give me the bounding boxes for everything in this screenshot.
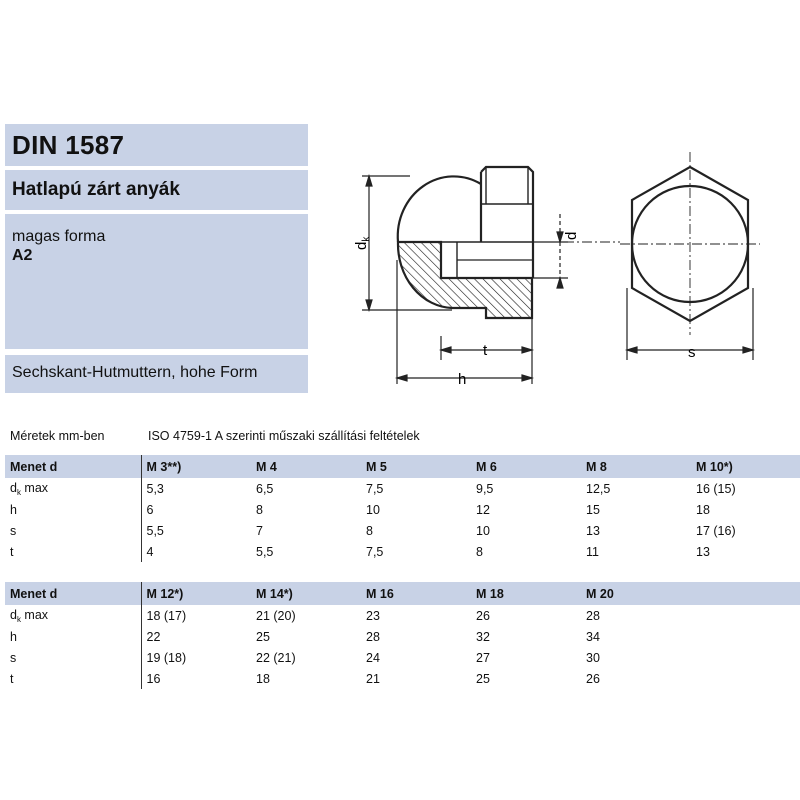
material-label: A2	[12, 247, 33, 264]
table-cell: 10	[476, 523, 490, 538]
table-cell: 24	[366, 650, 380, 665]
spec-table-1	[5, 455, 800, 562]
table-header-row	[5, 582, 800, 605]
header-cell: Menet d	[5, 455, 141, 478]
units-note: Méretek mm-ben	[10, 429, 105, 443]
table-cell: 26	[476, 608, 490, 623]
row-label: h	[5, 499, 141, 520]
header-cell: M 4	[251, 455, 361, 478]
dim-dk-label: $d_k$	[353, 236, 372, 250]
row-label: $d_k$ max	[5, 478, 141, 499]
form-label: magas forma	[12, 228, 106, 245]
side-view	[398, 167, 533, 318]
dim-h-label: h	[458, 371, 467, 388]
header-cell: M 16	[361, 582, 471, 605]
table-cell	[691, 605, 800, 626]
variant-band	[5, 214, 308, 349]
header-cell: Menet d	[5, 582, 141, 605]
table-row	[5, 520, 800, 541]
table-cell: 34	[586, 629, 600, 644]
table-cell: 5,3	[146, 481, 164, 496]
spec-table-2	[5, 582, 800, 689]
dim-d-label: d	[563, 231, 580, 240]
table-cell: 22 (21)	[256, 650, 296, 665]
page-title: DIN 1587	[12, 130, 125, 160]
iso-note: ISO 4759-1 A szerinti műszaki szállítási feltételek	[148, 429, 420, 443]
table-header-row	[5, 455, 800, 478]
header-cell	[691, 582, 800, 605]
table-cell: 26	[586, 671, 600, 686]
table-cell: 22	[146, 629, 161, 644]
dome-upper-outline	[398, 176, 481, 242]
dim-s-label: s	[688, 344, 696, 361]
table-row	[5, 478, 800, 499]
table-row	[5, 541, 800, 562]
header-cell: M 14*)	[251, 582, 361, 605]
table-cell: 16 (15)	[696, 481, 736, 496]
table-cell: 10	[366, 502, 380, 517]
table-cell: 27	[476, 650, 490, 665]
table-cell: 11	[586, 544, 599, 559]
table-cell: 21	[366, 671, 380, 686]
row-label: s	[5, 647, 141, 668]
table-cell: 30	[586, 650, 600, 665]
header-cell: M 12*)	[141, 582, 251, 605]
header-cell: M 20	[581, 582, 691, 605]
german-name: Sechskant-Hutmuttern, hohe Form	[12, 364, 258, 381]
hex-head-outline	[481, 167, 533, 278]
header-cell: M 8	[581, 455, 691, 478]
table-cell: 7	[256, 523, 263, 538]
table-cell: 8	[366, 523, 373, 538]
table-cell: 28	[366, 629, 380, 644]
table-cell	[691, 626, 800, 647]
dim-t-label: t	[483, 342, 488, 359]
table-cell: 5,5	[256, 544, 274, 559]
row-label: t	[5, 668, 141, 689]
table-cell: 7,5	[366, 481, 384, 496]
table-cell: 17 (16)	[696, 523, 736, 538]
table-cell: 5,5	[146, 523, 164, 538]
table-cell: 8	[476, 544, 483, 559]
table-cell: 18	[256, 671, 270, 686]
table-cell: 13	[586, 523, 600, 538]
row-label: $d_k$ max	[5, 605, 141, 626]
section-hatch	[398, 242, 532, 318]
table-cell: 21 (20)	[256, 608, 296, 623]
table-cell: 18 (17)	[146, 608, 187, 623]
subtitle-band	[5, 170, 308, 210]
table-cell: 18	[696, 502, 710, 517]
technical-drawing	[345, 150, 770, 390]
table-cell: 23	[366, 608, 380, 623]
table-cell: 7,5	[366, 544, 384, 559]
table-cell: 13	[696, 544, 710, 559]
table-row	[5, 605, 800, 626]
table-cell: 16	[146, 671, 161, 686]
table-row	[5, 668, 800, 689]
table-cell: 19 (18)	[146, 650, 187, 665]
table-row	[5, 499, 800, 520]
table-cell: 28	[586, 608, 600, 623]
table-cell: 32	[476, 629, 490, 644]
row-label: t	[5, 541, 141, 562]
row-label: s	[5, 520, 141, 541]
table-cell: 8	[256, 502, 263, 517]
table-cell: 9,5	[476, 481, 494, 496]
table-cell: 12,5	[586, 481, 611, 496]
header-cell: M 10*)	[691, 455, 800, 478]
table-row	[5, 647, 800, 668]
table-cell: 4	[146, 544, 154, 559]
table-cell: 12	[476, 502, 490, 517]
table-cell	[691, 647, 800, 668]
header-cell: M 6	[471, 455, 581, 478]
product-name: Hatlapú zárt anyák	[12, 179, 180, 200]
table-cell: 15	[586, 502, 600, 517]
header-cell: M 5	[361, 455, 471, 478]
table-row	[5, 626, 800, 647]
row-label: h	[5, 626, 141, 647]
header-cell: M 18	[471, 582, 581, 605]
table-cell: 6	[146, 502, 154, 517]
header-cell: M 3**)	[141, 455, 251, 478]
german-name-band	[5, 355, 308, 393]
top-view-centerlines	[620, 152, 760, 335]
title-band	[5, 124, 308, 166]
table-cell: 25	[476, 671, 490, 686]
table-cell: 6,5	[256, 481, 274, 496]
table-cell: 25	[256, 629, 270, 644]
table-cell	[691, 668, 800, 689]
